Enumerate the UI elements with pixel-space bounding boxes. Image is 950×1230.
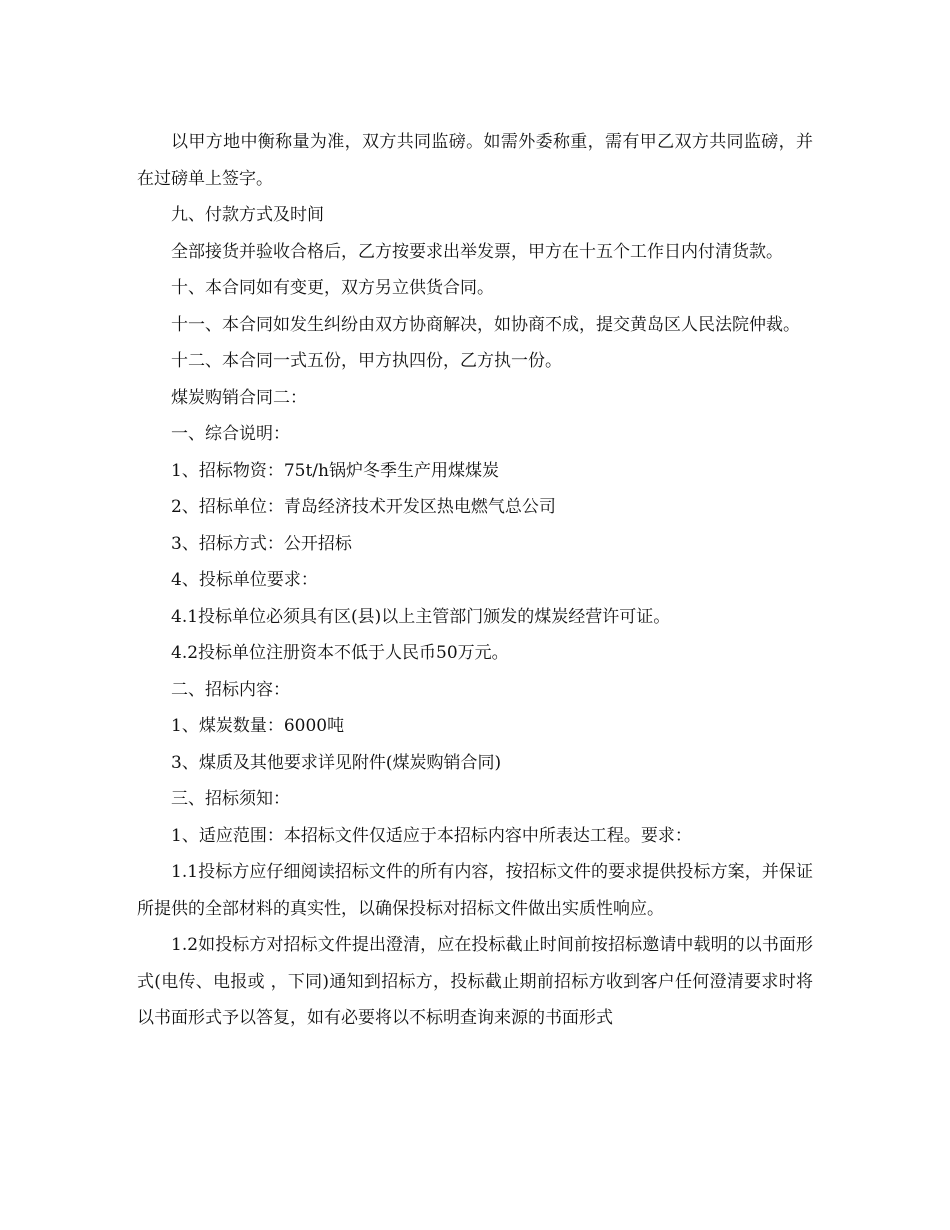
list-item: 4.1投标单位必须具有区(县)以上主管部门颁发的煤炭经营许可证。 bbox=[171, 606, 671, 627]
list-item: 3、煤质及其他要求详见附件(煤炭购销合同) bbox=[171, 752, 502, 773]
paragraph: 十一、本合同如发生纠纷由双方协商解决，如协商不成，提交黄岛区人民法院仲裁。 bbox=[171, 314, 800, 335]
list-item: 2、招标单位：青岛经济技术开发区热电燃气总公司 bbox=[171, 497, 556, 517]
paragraph: 以甲方地中衡称量为准，双方共同监磅。如需外委称重，需有甲乙双方共同监磅，并在过磅单上签字。 bbox=[137, 132, 813, 189]
list-item: 1、适应范围：本招标文件仅适应于本招标内容中所表达工程。要求： bbox=[171, 825, 692, 846]
section-heading: 一、综合说明： bbox=[171, 424, 290, 444]
paragraph: 十二、本合同一式五份，甲方执四份，乙方执一份。 bbox=[171, 351, 562, 371]
paragraph: 十、本合同如有变更，双方另立供货合同。 bbox=[171, 278, 494, 298]
list-item: 3、招标方式：公开招标 bbox=[171, 533, 352, 554]
contract-title: 煤炭购销合同二： bbox=[171, 387, 307, 408]
document-page bbox=[137, 124, 813, 1037]
paragraph: 全部接货并验收合格后，乙方按要求出举发票，甲方在十五个工作日内付清货款。 bbox=[171, 241, 783, 262]
section-heading: 九、付款方式及时间 bbox=[171, 205, 324, 225]
list-item: 1、煤炭数量：6000吨 bbox=[171, 716, 345, 736]
section-heading: 二、招标内容： bbox=[171, 679, 290, 700]
list-item: 1、招标物资：75t/h锅炉冬季生产用煤煤炭 bbox=[171, 460, 499, 481]
list-item: 4、投标单位要求： bbox=[171, 570, 318, 590]
paragraph: 1.1投标方应仔细阅读招标文件的所有内容，按招标文件的要求提供投标方案，并保证所提供的全部材料的真实性，以确保投标对招标文件做出实质性响应。 bbox=[137, 862, 813, 919]
paragraph: 1.2如投标方对招标文件提出澄清，应在投标截止时间前按招标邀请中载明的以书面形式(电传、电报或 ，下同)通知到招标方，投标截止期前招标方收到客户任何澄清要求时将以书面形式予以答复，如有必要将以不标明查询来源的书面形式 bbox=[137, 935, 813, 1028]
list-item: 4.2投标单位注册资本不低于人民币50万元。 bbox=[171, 643, 509, 663]
section-heading: 三、招标须知： bbox=[171, 789, 290, 809]
